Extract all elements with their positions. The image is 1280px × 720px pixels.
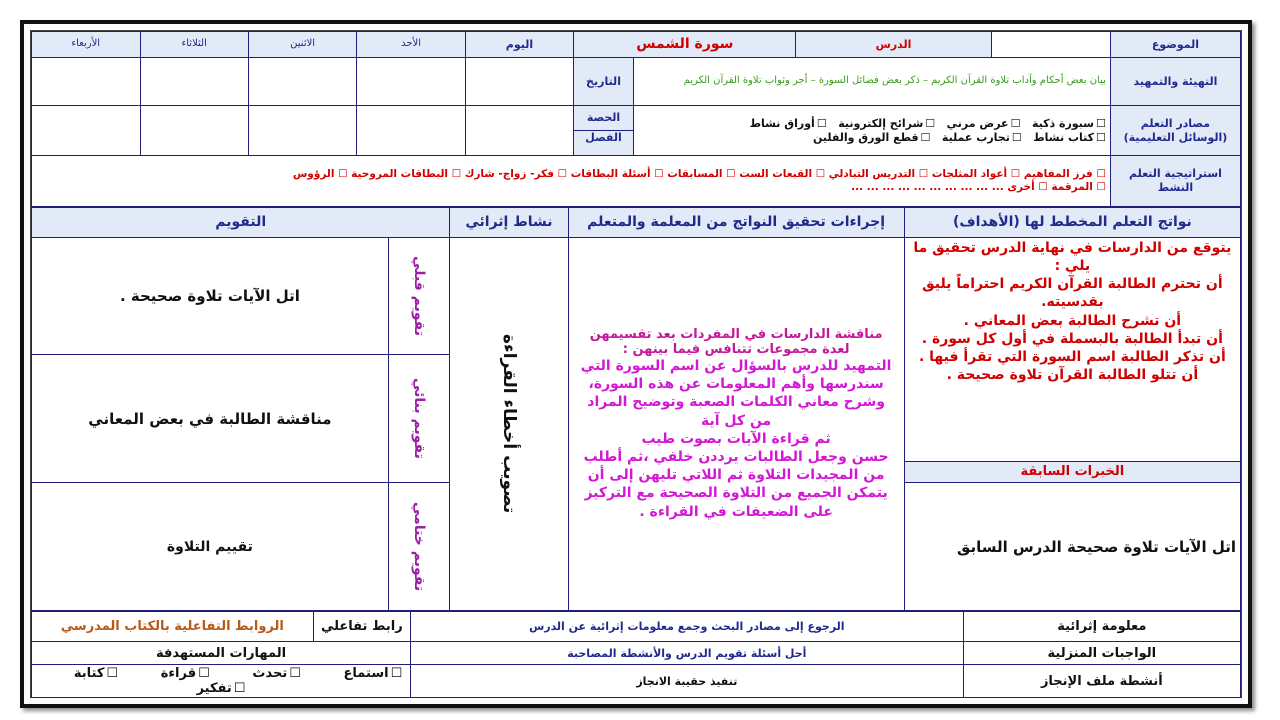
day-label: اليوم: [465, 32, 573, 58]
portfolio-label: أنشطة ملف الإنجاز: [963, 665, 1240, 698]
col-outcomes: نواتج التعلم المخطط لها (الأهداف): [904, 208, 1240, 238]
lesson-plan: [30, 30, 1242, 698]
prior-label: الخبرات السابقة: [904, 461, 1240, 482]
strategies: [32, 156, 1111, 207]
header-table: [31, 31, 1241, 207]
period-label: الحصة: [574, 111, 633, 131]
intro-text: بيان بعض أحكام وآداب تلاوة القرآن الكريم – ذكر بعض فضائل السورة – أجر وثواب تلاوة القرآن الكريم: [633, 57, 1110, 105]
eval-form-label: تقويم بنائي: [411, 378, 428, 459]
objectives: يتوقع من الدارسات في نهاية الدرس تحقيق ما يلي : أن تحترم الطالبة القرآن الكريم احتراماً يليق بقدسيته. أن تشرح الطالبة بعض المعاني . أن تبدأ الطالبة بالبسملة في أول كل سورة . أن تذكر الطالبة اسم السورة التي تقرأ فيها . أن تتلو الطالبة القرآن تلاوة صحيحة .: [904, 237, 1240, 461]
day-wed: الأربعاء: [32, 32, 141, 58]
col-eval: التقويم: [32, 208, 450, 238]
skill-writing[interactable]: ☐ كتابة: [74, 666, 118, 681]
skills-list: [32, 665, 411, 698]
interactive-label: رابط تفاعلي: [313, 612, 410, 642]
skill-listening[interactable]: ☐ استماع: [344, 666, 403, 681]
eval-pre-cell: [388, 237, 450, 354]
strategies-line-1: ☐ فرز المفاهيم ☐ أعواد المثلجات ☐ التدريس التبادلي ☐ القبعات الست ☐ المسابقات ☐ أسئلة البطاقات ☐ فكر- زواج- شارك ☐ البطاقات المروحية ☐ الرؤوس: [292, 168, 1106, 181]
resource-worksheets: ☐ أوراق نشاط: [750, 117, 827, 130]
eval-final-text: تقييم التلاوة: [32, 483, 389, 611]
eval-pre-label: تقويم قبلي: [411, 255, 428, 336]
col-enrich: نشاط إثرائي: [450, 208, 568, 238]
footer-table: [31, 611, 1241, 698]
period-cell-5: [32, 105, 141, 156]
period-cell-4: [140, 105, 248, 156]
day-tue: الثلاثاء: [140, 32, 248, 58]
enrich-text: تصويب أخطاء القراءة: [498, 334, 519, 514]
eval-final-label: تقويم ختامي: [411, 501, 428, 592]
resource-paper-foam: ☐ قطع الورق والفلين: [813, 131, 930, 144]
intro-label: التهيئة والتمهيد: [1110, 57, 1240, 105]
date-cell-5: [32, 57, 141, 105]
eval-final-cell: [388, 483, 450, 611]
surah-name: سورة الشمس: [574, 32, 796, 58]
interactive-text[interactable]: الروابط التفاعلية بالكتاب المدرسي: [32, 612, 314, 642]
homework-text: أحل أسئلة تقويم الدرس والأنشطة المصاحبة: [411, 642, 964, 665]
strategy-label: استراتيجية التعلم النشط: [1110, 156, 1240, 207]
skill-thinking[interactable]: ☐ تفكير: [197, 681, 246, 696]
strategies-line-2: ☐ المرقمة ☐ أخرى ... ... ... ... ... ... ... ... ... ...: [851, 181, 1106, 194]
page-frame: [20, 20, 1252, 708]
day-mon: الاثنين: [248, 32, 356, 58]
topic-label: الموضوع: [1110, 32, 1240, 58]
period-cell-3: [248, 105, 356, 156]
homework-label: الواجبات المنزلية: [963, 642, 1240, 665]
enrich-info-label: معلومة إثرائية: [963, 612, 1240, 642]
enrich-cell: [450, 237, 568, 610]
day-sun: الأحد: [357, 32, 465, 58]
date-cell-4: [140, 57, 248, 105]
period-cell-2: [357, 105, 465, 156]
eval-form-cell: [388, 355, 450, 483]
resources-label: مصادر التعلم (الوسائل التعليمية): [1110, 105, 1240, 156]
procedure-intro: مناقشة الدارسات في المفردات بعد تقسيمهن لعدة مجموعات تتنافس فيما بينهن :: [589, 327, 883, 358]
prior-text: اتل الآيات تلاوة صحيحة الدرس السابق: [904, 483, 1240, 611]
eval-pre-text: اتل الآيات تلاوة صحيحة .: [32, 237, 389, 354]
date-cell-2: [357, 57, 465, 105]
col-procedures: إجراءات تحقيق النواتج من المعلمة والمتعلم: [568, 208, 904, 238]
skill-speaking[interactable]: ☐ تحدث: [252, 666, 300, 681]
resource-video: ☐ عرض مرني: [947, 117, 1021, 130]
skill-reading[interactable]: ☐ قراءة: [161, 666, 210, 681]
topic-value: [991, 32, 1110, 58]
procedures: [568, 237, 904, 610]
resource-slides: ☐ شرائح إلكترونية: [838, 117, 935, 130]
resources-list: [633, 105, 1110, 156]
resource-activity-book: ☐ كتاب نشاط: [1033, 131, 1106, 144]
portfolio-text: تنفيذ حقيبة الانجاز: [411, 665, 964, 698]
date-cell-3: [248, 57, 356, 105]
class-label: الفصل: [585, 131, 622, 145]
lesson-label: الدرس: [796, 32, 991, 58]
period-cell-1: [465, 105, 573, 156]
main-table: [31, 207, 1241, 611]
eval-form-text: مناقشة الطالبة في بعض المعاني: [32, 355, 389, 483]
date-label: التاريخ: [574, 57, 634, 105]
enrich-info-text: الرجوع إلى مصادر البحث وجمع معلومات إثرائية عن الدرس: [411, 612, 964, 642]
skills-label: المهارات المستهدفة: [32, 642, 411, 665]
date-cell-1: [465, 57, 573, 105]
procedure-body: التمهيد للدرس بالسؤال عن اسم السورة التي سندرسها وأهم المعلومات عن هذه السورة، وشرح معاني الكلمات الصعبة وتوضيح المراد من كل آية ثم قراءة الآيات بصوت طيب حسن وجعل الطالبات يرددن خلفي ،ثم أطلب من المجيدات التلاوة ثم اللاتي تليهن إلى أن يتمكن الجميع من التلاوة الصحيحة مع التركيز على الضعيفات في القراءة .: [580, 358, 892, 520]
resource-experiments: ☐ تجارب عملية: [942, 131, 1022, 144]
resource-smartboard: ☐ سبورة ذكية: [1032, 117, 1106, 130]
